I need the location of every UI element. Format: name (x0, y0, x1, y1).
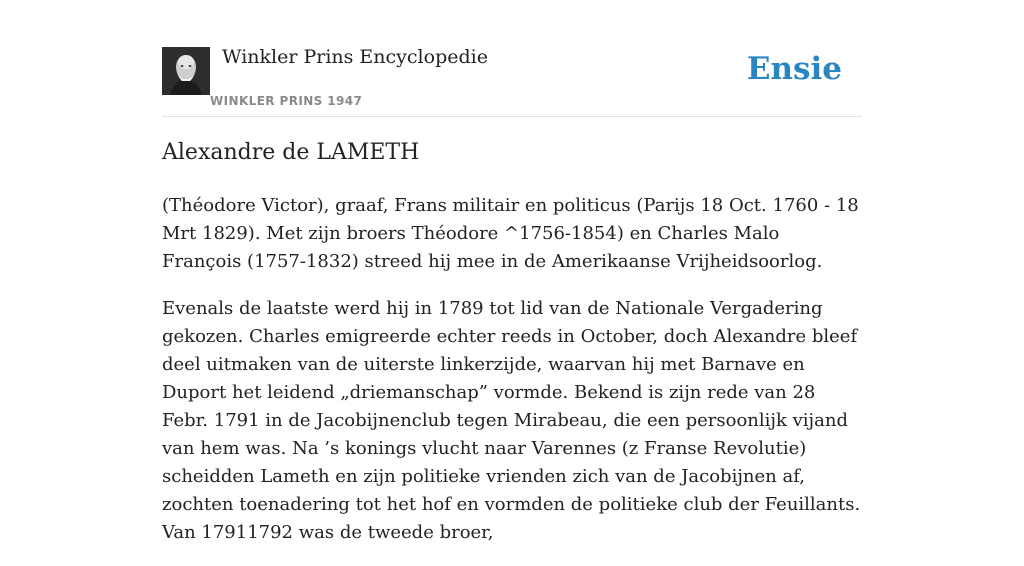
avatar-icon[interactable] (162, 47, 210, 95)
article-body (162, 192, 862, 566)
article-paragraph: Evenals de laatste werd hij in 1789 tot lid van de Nationale Vergadering gekozen. Charles emigreerde echter reeds in October, doch Alexandre bleef deel uitmaken van de uiterste linkerzijde, waarvan hij met Barnave en Duport het leidend „driemanschap” vormde. Bekend is zijn rede van 28 Febr. 1791 in de Jacobijnenclub tegen Mirabeau, die een persoonlijk vijand van hem was. Na ’s konings vlucht naar Varennes (z Franse Revolutie) scheidden Lameth en zijn politieke vrienden zich van de Jacobijnen af, zochten toenadering tot het hof en vormden de politieke club der Feuillants. Van 17911792 was de tweede broer, (162, 298, 861, 543)
brand-logo[interactable]: Ensie (746, 51, 842, 87)
site-header (162, 0, 862, 117)
edition-label[interactable]: WINKLER PRINS 1947 (210, 94, 363, 108)
site-name[interactable]: Winkler Prins Encyclopedie (222, 46, 488, 68)
article-paragraph: (Théodore Victor), graaf, Frans militair en politicus (Parijs 18 Oct. 1760 - 18 Mrt 1829). Met zijn broers Théodore ^1756-1854) en Charles Malo François (1757-1832) streed hij mee in de Amerikaanse Vrijheidsoorlog. (162, 195, 859, 272)
article-title: Alexandre de LAMETH (162, 140, 420, 165)
